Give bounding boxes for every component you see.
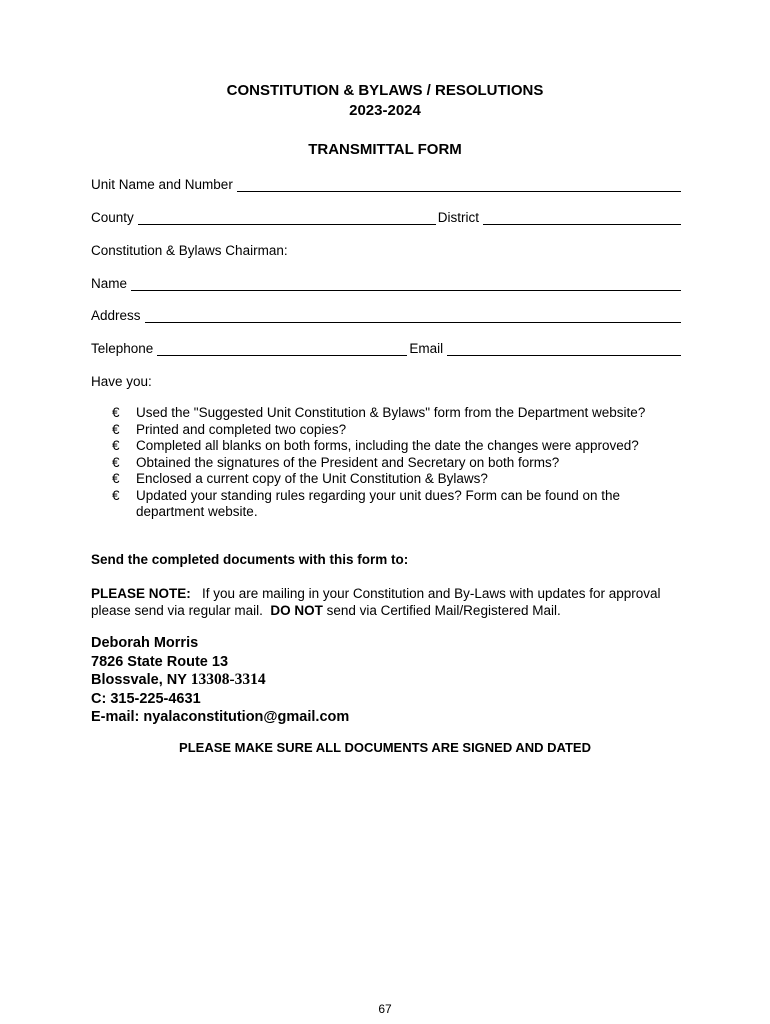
- euro-bullet-icon: €: [112, 438, 120, 453]
- checklist: [112, 405, 672, 521]
- unit-label: Unit Name and Number: [91, 177, 233, 192]
- county-district-row: [91, 210, 681, 225]
- list-item: € Completed all blanks on both forms, including the date the changes were approved?: [112, 438, 639, 453]
- contact-email[interactable]: E-mail: nyalaconstitution@gmail.com: [91, 709, 350, 725]
- euro-bullet-icon: €: [112, 487, 120, 503]
- name-label: Name: [91, 276, 128, 291]
- address-label: Address: [91, 308, 141, 323]
- contact-phone: C: 315-225-4631: [91, 690, 201, 707]
- note-text-1: If you are mailing in your Constitution and By-Laws with updates for approval please send via regular mail.: [91, 586, 661, 618]
- chairman-label: Constitution & Bylaws Chairman:: [91, 243, 288, 258]
- note-do-not: DO NOT: [270, 603, 323, 618]
- form-name: TRANSMITTAL FORM: [308, 141, 462, 158]
- contact-city-state: Blossvale, NY: [91, 672, 187, 688]
- form-year: 2023-2024: [349, 102, 421, 119]
- contact-city-line: [91, 671, 349, 690]
- list-item: € Obtained the signatures of the President and Secretary on both forms?: [112, 454, 560, 470]
- address-row: [91, 308, 681, 323]
- list-item: € Printed and completed two copies?: [112, 421, 347, 437]
- email-blank-line[interactable]: [447, 342, 681, 356]
- contact-street: 7826 State Route 13: [91, 653, 229, 670]
- list-item: € Used the "Suggested Unit Constitution & Bylaws" form from the Department website?: [112, 405, 646, 420]
- signed-reminder: PLEASE MAKE SURE ALL DOCUMENTS ARE SIGNED AND DATED: [179, 740, 591, 755]
- name-blank-line[interactable]: [131, 277, 681, 291]
- contact-name: Deborah Morris: [91, 635, 199, 651]
- euro-bullet-icon: €: [112, 471, 120, 486]
- address-blank-line[interactable]: [145, 309, 681, 323]
- telephone-blank-line[interactable]: [157, 342, 407, 356]
- euro-bullet-icon: €: [112, 454, 120, 470]
- email-label: Email: [409, 341, 444, 356]
- mailing-note: [91, 585, 691, 619]
- county-blank-line[interactable]: [138, 211, 436, 225]
- unit-row: [91, 177, 681, 192]
- contact-zip: 13308-3314: [190, 671, 266, 688]
- district-blank-line[interactable]: [483, 211, 681, 225]
- euro-bullet-icon: €: [112, 421, 120, 437]
- page-number: 67: [378, 1002, 392, 1016]
- list-item: € Enclosed a current copy of the Unit Constitution & Bylaws?: [112, 471, 488, 486]
- unit-blank-line[interactable]: [237, 178, 681, 192]
- county-label: County: [91, 210, 134, 225]
- district-label: District: [437, 210, 480, 225]
- send-heading: Send the completed documents with this form to:: [91, 552, 409, 567]
- contact-address: [91, 634, 349, 727]
- telephone-email-row: [91, 341, 681, 356]
- form-title: CONSTITUTION & BYLAWS / RESOLUTIONS: [226, 82, 544, 99]
- telephone-label: Telephone: [91, 341, 154, 356]
- name-row: [91, 276, 681, 291]
- note-text-2: send via Certified Mail/Registered Mail.: [326, 603, 561, 618]
- note-label: PLEASE NOTE:: [91, 586, 191, 601]
- list-item: € Updated your standing rules regarding your unit dues? Form can be found on the department website.: [112, 487, 621, 519]
- euro-bullet-icon: €: [112, 405, 120, 420]
- checklist-intro: Have you:: [91, 374, 152, 389]
